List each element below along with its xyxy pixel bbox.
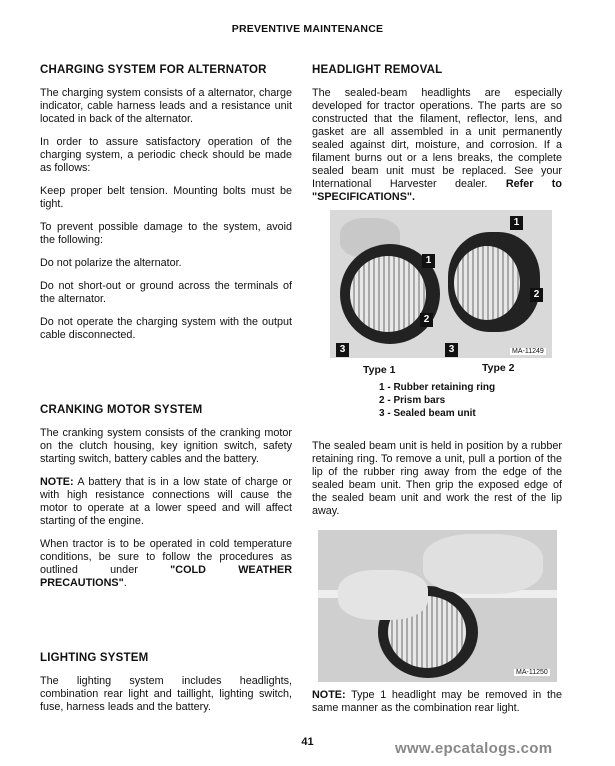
right-note-label: NOTE: xyxy=(312,689,346,701)
figure1-code: MA-11249 xyxy=(512,348,544,355)
charging-section xyxy=(40,64,292,342)
type1-caption: Type 1 xyxy=(363,364,396,376)
page-number: 41 xyxy=(301,736,314,748)
sealed-beam-p2: The sealed beam unit is held in position by a rubber retaining ring. To remove a unit, pull a portion of the lip of the rubber ring away from the edge of the sealed beam unit. Then grip the exposed edge of the sealed beam unit and work the rest of the lip away. xyxy=(312,440,562,517)
figure2-code: MA-11250 xyxy=(516,669,548,676)
charging-p5: Do not polarize the alternator. xyxy=(40,257,182,269)
charging-p2: In order to assure satisfactory operation of the charging system, a periodic check should be made as follows: xyxy=(40,136,292,174)
cranking-p2-text: When tractor is to be operated in cold temperature conditions, be sure to follow the procedures as outlined under xyxy=(40,538,292,576)
legend-item: 2 - Prism bars xyxy=(379,395,446,406)
lighting-p1: The lighting system includes headlights, combination rear light and taillight, lighting switch, fuse, harness leads and the battery. xyxy=(40,675,292,713)
type2-lamp-lens xyxy=(454,246,520,320)
headlight-p1-text: The sealed-beam headlights are especially developed for tractor operations. The parts are so constructed that the filament, reflector, lens, and gasket are all assembled in a unit permanently sealed against dirt, moisture, and corrosion. If a filament burns out or a lens breaks, the complete sealed beam unit must be replaced. See your International Harvester dealer. xyxy=(312,87,562,190)
legend-item: 1 - Rubber retaining ring xyxy=(379,382,496,393)
charging-p6: Do not short-out or ground across the terminals of the alternator. xyxy=(40,280,292,305)
right-note-text xyxy=(312,689,562,715)
lighting-section xyxy=(40,652,292,714)
headlight-p1-ref: Refer to "SPECIFICATIONS". xyxy=(312,178,562,203)
lighting-title: LIGHTING SYSTEM xyxy=(40,652,149,664)
cranking-section xyxy=(40,404,292,590)
callout-tag: 2 xyxy=(530,288,543,302)
callout-tag: 1 xyxy=(422,254,435,268)
legend-item: 3 - Sealed beam unit xyxy=(379,408,476,419)
sealed-beam-paragraph xyxy=(312,440,562,518)
figure1-legend xyxy=(379,381,495,420)
callout-tag: 1 xyxy=(510,216,523,230)
cranking-title: CRANKING MOTOR SYSTEM xyxy=(40,404,203,416)
charging-title: CHARGING SYSTEM FOR ALTERNATOR xyxy=(40,64,267,76)
cranking-p2-end: . xyxy=(123,577,127,589)
callout-tag: 3 xyxy=(336,343,349,357)
cranking-note-text: A battery that is in a low state of charge or with high resistance connections will cause the motor to operate at a lower speed and will affect starting of the engine. xyxy=(40,476,292,527)
callout-tag: 2 xyxy=(420,313,433,327)
cranking-p2-ref: "COLD WEATHER PRECAUTIONS" xyxy=(40,564,292,589)
cranking-p1: The cranking system consists of the cranking motor on the clutch housing, key ignition switch, safety starting switch, battery cables and the battery. xyxy=(40,427,292,465)
headlight-p1 xyxy=(312,87,562,204)
headlight-title: HEADLIGHT REMOVAL xyxy=(312,64,443,76)
type2-caption: Type 2 xyxy=(482,362,515,374)
removal-photo xyxy=(318,530,557,682)
headlight-types-photo xyxy=(330,210,552,358)
watermark: www.epcatalogs.com xyxy=(395,740,553,757)
hand-shape xyxy=(423,534,543,594)
page-header: PREVENTIVE MAINTENANCE xyxy=(231,23,384,35)
cranking-note-label: NOTE: xyxy=(40,476,74,488)
hand-shape xyxy=(338,570,428,620)
charging-p3: Keep proper belt tension. Mounting bolts must be tight. xyxy=(40,185,292,210)
charging-p7: Do not operate the charging system with the output cable disconnected. xyxy=(40,316,292,341)
right-note xyxy=(312,689,562,715)
cranking-p2 xyxy=(40,538,292,590)
cranking-note xyxy=(40,476,292,528)
type1-lamp-lens xyxy=(350,256,426,332)
right-note-body: Type 1 headlight may be removed in the same manner as the combination rear light. xyxy=(312,689,562,714)
charging-p4: To prevent possible damage to the system, avoid the following: xyxy=(40,221,292,246)
headlight-section xyxy=(312,64,562,204)
charging-p1: The charging system consists of a alternator, charge indicator, cable harness leads and a resistance unit located in back of the alternator. xyxy=(40,87,292,125)
callout-tag: 3 xyxy=(445,343,458,357)
